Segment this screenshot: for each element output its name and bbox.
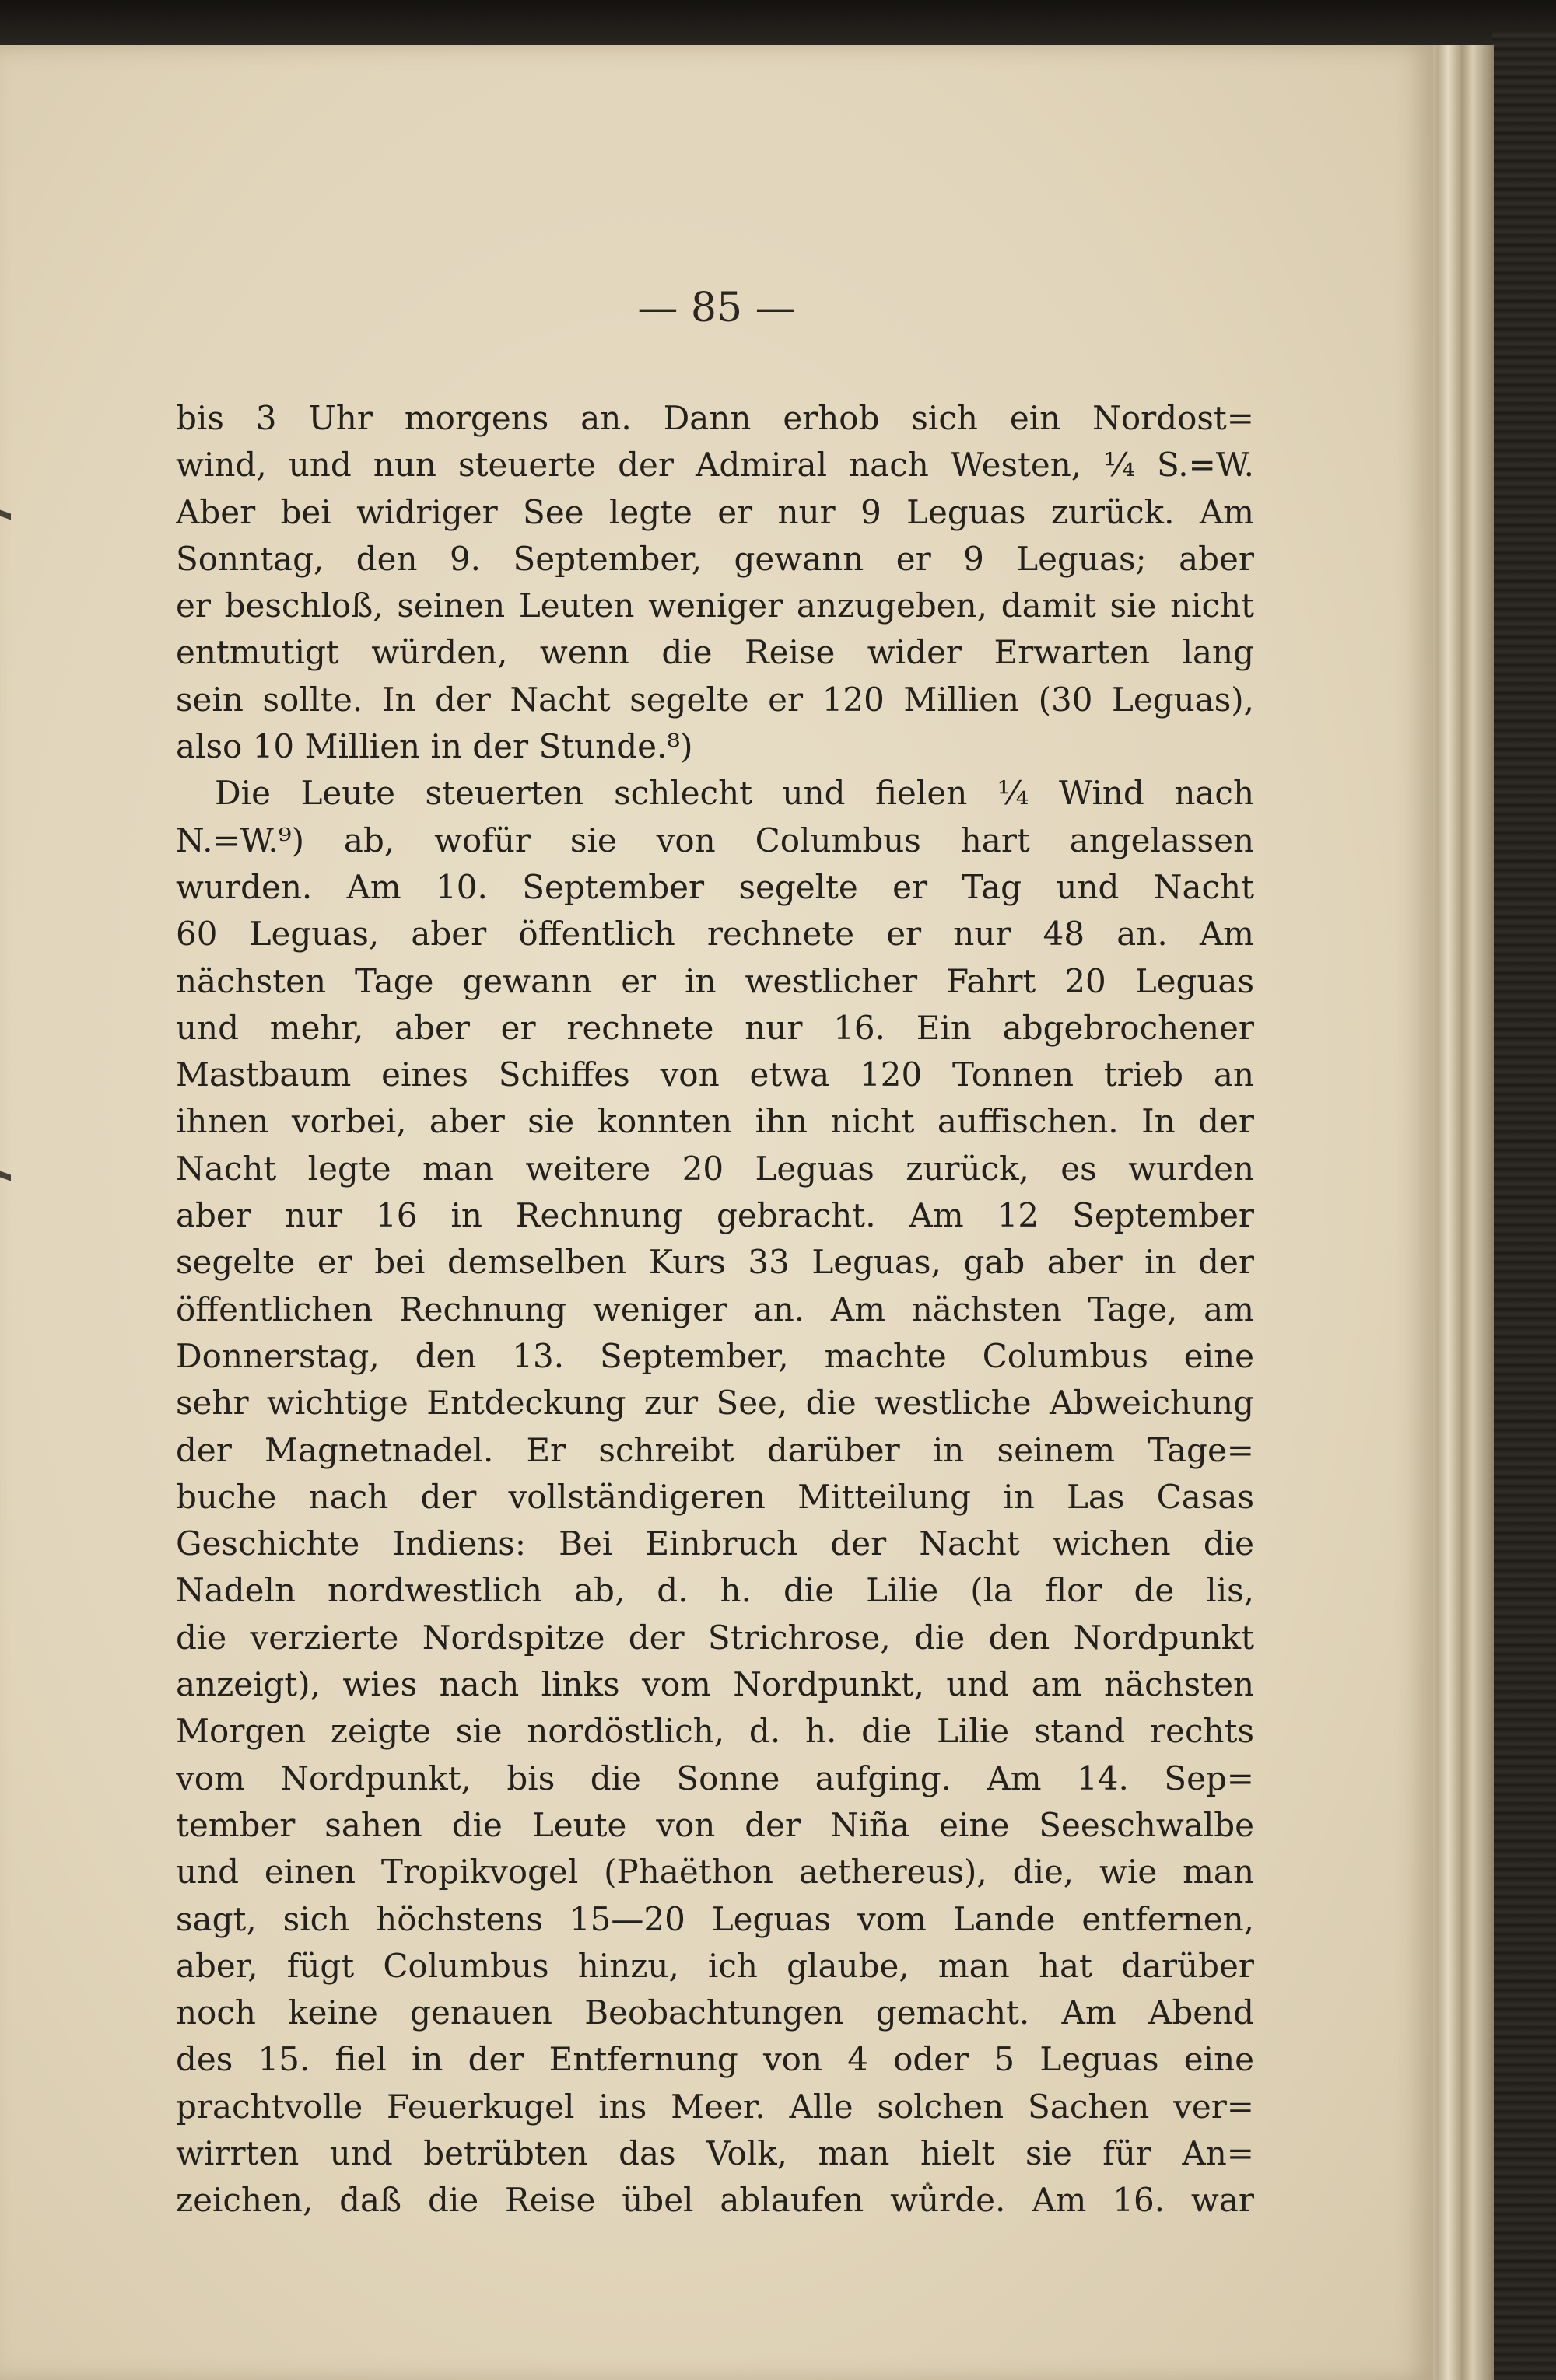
- book-page: [0, 45, 1433, 2380]
- text-line: sein sollte. In der Nacht segelte er 120 Millien (30 Leguas),: [176, 680, 1254, 719]
- text-line: Die Leute steuerten schlecht und fielen ¼ Wind nach: [215, 774, 1254, 813]
- text-line: und mehr, aber er rechnete nur 16. Ein abgebrochener: [176, 1008, 1254, 1047]
- page-number: — 85 —: [637, 285, 796, 331]
- book-cover-edge: [1492, 31, 1556, 2380]
- text-line: Nacht legte man weitere 20 Leguas zurück, es wurden: [176, 1149, 1254, 1188]
- text-line: sagt, sich höchstens 15—20 Leguas vom Lande entfernen,: [176, 1899, 1254, 1938]
- text-line: N.=W.⁹) ab, wofür sie von Columbus hart angelassen: [176, 821, 1254, 859]
- body-text: [176, 395, 1254, 2224]
- text-line: nächsten Tage gewann er in westlicher Fahrt 20 Leguas: [176, 961, 1254, 1000]
- text-line: wirrten und betrübten das Volk, man hielt sie für An=: [176, 2133, 1254, 2172]
- edge-mark: [0, 509, 11, 520]
- text-line: anzeigt), wies nach links vom Nordpunkt, und am nächsten: [176, 1665, 1254, 1704]
- text-line: aber nur 16 in Rechnung gebracht. Am 12 September: [176, 1196, 1254, 1235]
- text-line: entmutigt würden, wenn die Reise wider Erwarten lang: [176, 633, 1254, 672]
- text-line: öffentlichen Rechnung weniger an. Am nächsten Tage, am: [176, 1290, 1254, 1328]
- text-line: aber, fügt Columbus hinzu, ich glaube, man hat darüber: [176, 1946, 1254, 1985]
- text-line: noch keine genauen Beobachtungen gemacht. Am Abend: [176, 1993, 1254, 2032]
- page-stack-edge: [1424, 45, 1494, 2380]
- text-line: und einen Tropikvogel (Phaëthon aethereus), die, wie man: [176, 1853, 1254, 1892]
- text-line: wurden. Am 10. September segelte er Tag und Nacht: [176, 867, 1254, 906]
- text-line: Morgen zeigte sie nordöstlich, d. h. die Lilie stand rechts: [176, 1712, 1254, 1751]
- text-line: vom Nordpunkt, bis die Sonne aufging. Am 14. Sep=: [176, 1759, 1254, 1797]
- text-line: wind, und nun steuerte der Admiral nach Westen, ¼ S.=W.: [176, 446, 1254, 485]
- text-line: segelte er bei demselben Kurs 33 Leguas, gab aber in der: [176, 1243, 1254, 1282]
- text-line: Geschichte Indiens: Bei Einbruch der Nacht wichen die: [176, 1524, 1254, 1563]
- text-line: des 15. fiel in der Entfernung von 4 oder 5 Leguas eine: [176, 2040, 1254, 2079]
- text-line: der Magnetnadel. Er schreibt darüber in seinem Tage=: [176, 1430, 1254, 1469]
- text-line: sehr wichtige Entdeckung zur See, die westliche Abweichung: [176, 1384, 1254, 1423]
- text-line: die verzierte Nordspitze der Strichrose, die den Nordpunkt: [176, 1618, 1254, 1657]
- text-line: bis 3 Uhr morgens an. Dann erhob sich ein Nordost=: [176, 399, 1254, 437]
- text-line: ihnen vorbei, aber sie konnten ihn nicht auffischen. In der: [176, 1102, 1254, 1141]
- text-line: Aber bei widriger See legte er nur 9 Leguas zurück. Am: [176, 492, 1254, 531]
- text-line: Sonntag, den 9. September, gewann er 9 Leguas; aber: [176, 539, 1254, 578]
- text-line: Donnerstag, den 13. September, machte Columbus eine: [176, 1336, 1254, 1375]
- text-line: tember sahen die Leute von der Niña eine Seeschwalbe: [176, 1805, 1254, 1844]
- text-line: also 10 Millien in der Stunde.⁸): [176, 727, 693, 766]
- text-line: zeichen, daß die Reise übel ablaufen würde. Am 16. war: [176, 2181, 1254, 2220]
- edge-mark: [0, 1171, 11, 1181]
- text-line: Nadeln nordwestlich ab, d. h. die Lilie (la flor de lis,: [176, 1571, 1254, 1610]
- text-line: prachtvolle Feuerkugel ins Meer. Alle solchen Sachen ver=: [176, 2087, 1254, 2126]
- text-line: 60 Leguas, aber öffentlich rechnete er nur 48 an. Am: [176, 915, 1254, 954]
- top-shadow: [0, 0, 1556, 48]
- text-line: er beschloß, seinen Leuten weniger anzugeben, damit sie nicht: [176, 586, 1254, 625]
- text-line: buche nach der vollständigeren Mitteilung in Las Casas: [176, 1477, 1254, 1516]
- text-line: Mastbaum eines Schiffes von etwa 120 Tonnen trieb an: [176, 1055, 1254, 1094]
